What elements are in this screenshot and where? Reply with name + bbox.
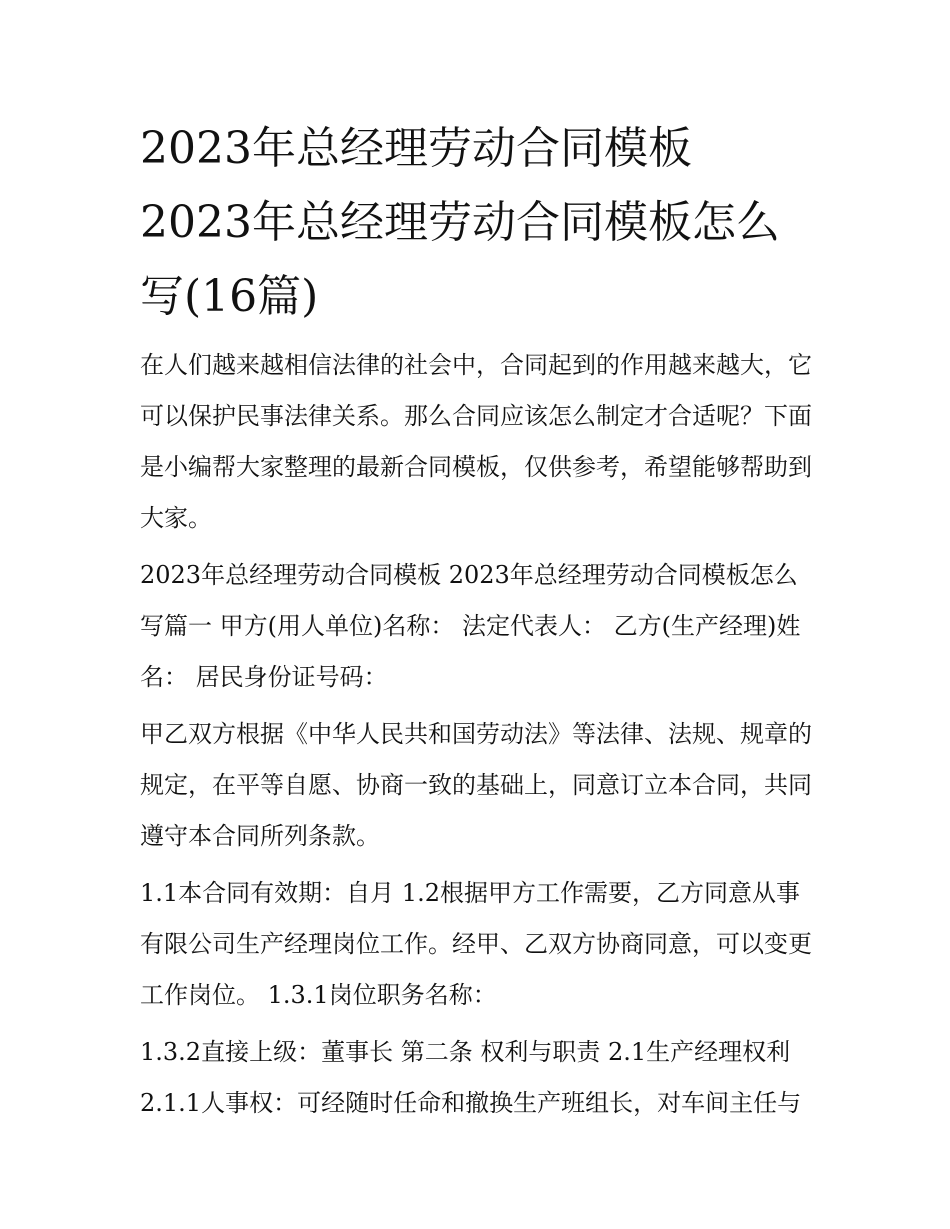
clause-1-paragraph: 1.1本合同有效期：自月 1.2根据甲方工作需要，乙方同意从事有限公司生产经理岗位工作。经甲、乙双方协商同意，可以变更工作岗位。 1.3.1岗位职务名称： xyxy=(140,879,812,1009)
intro-paragraph: 在人们越来越相信法律的社会中，合同起到的作用越来越大，它可以保护民事法律关系。那么合同应该怎么制定才合适呢？下面是小编帮大家整理的最新合同模板，仅供参考，希望能够帮助到大家。 xyxy=(140,351,812,532)
clause-2-paragraph: 1.3.2直接上级：董事长 第二条 权利与职责 2.1生产经理权利 2.1.1人事权：可经随时任命和撤换生产班组长，对车间主任与 xyxy=(140,1038,802,1117)
contract-preamble-paragraph: 甲乙双方根据《中华人民共和国劳动法》等法律、法规、规章的规定，在平等自愿、协商一致的基础上，同意订立本合同，共同遵守本合同所列条款。 xyxy=(140,720,812,850)
document-body xyxy=(140,112,815,1135)
title-line-2: 2023年总经理劳动合同模板怎么写(16篇) xyxy=(140,197,780,322)
contract-header-paragraph: 2023年总经理劳动合同模板 2023年总经理劳动合同模板怎么写篇一 甲方(用人单位)名称： 法定代表人： 乙方(生产经理)姓名： 居民身份证号码： xyxy=(140,561,801,691)
title-line-1: 2023年总经理劳动合同模板 xyxy=(140,123,692,174)
document-title xyxy=(140,112,815,334)
